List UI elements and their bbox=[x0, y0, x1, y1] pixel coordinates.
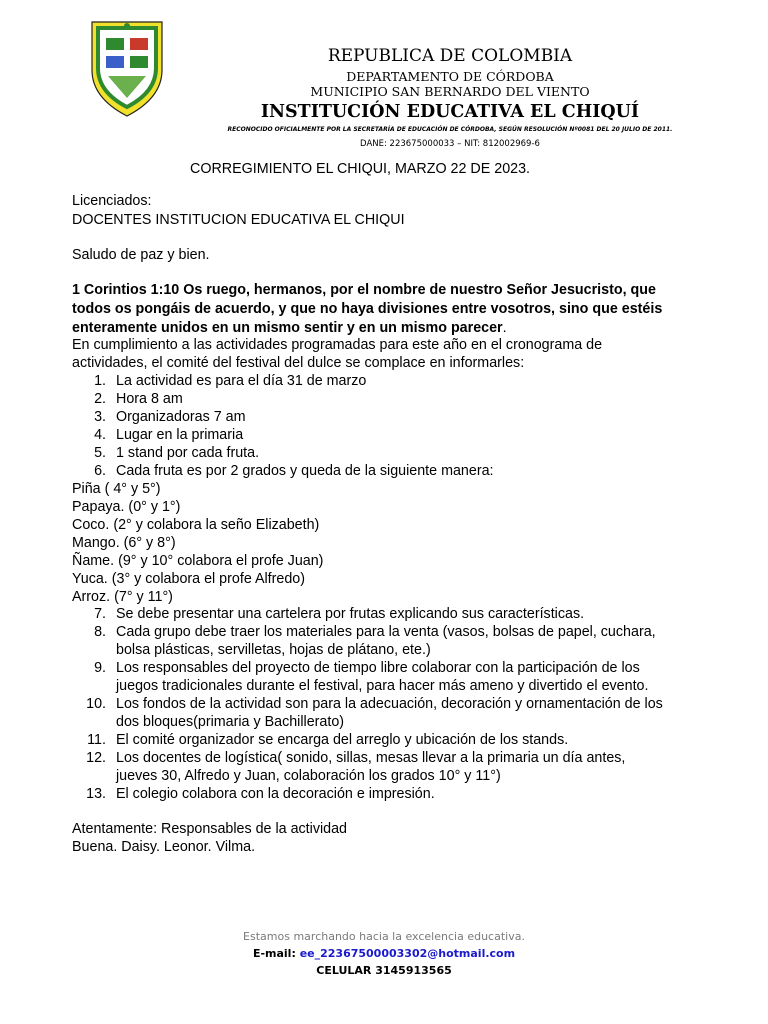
intro-line-2: actividades, el comité del festival del dulce se complace en informarles: bbox=[72, 355, 525, 371]
list-item: La actividad es para el día 31 de marzo bbox=[116, 373, 367, 389]
bible-quote-line-2: todos os pongáis de acuerdo, y que no haya divisiones entre vosotros, sino que estéis bbox=[72, 301, 663, 317]
footer-motto: Estamos marchando hacia la excelencia educativa. bbox=[243, 930, 525, 943]
list-item-continued: bolsa plásticas, servilletas, hojas de plátano, ete.) bbox=[116, 642, 431, 658]
list-item-continued: dos bloques(primaria y Bachillerato) bbox=[116, 714, 345, 730]
list-number: 9. bbox=[94, 660, 106, 676]
list-item: El comité organizador se encarga del arreglo y ubicación de los stands. bbox=[116, 732, 569, 748]
header-dane-nit: DANE: 223675000033 – NIT: 812002969-6 bbox=[360, 139, 540, 149]
list-item: Hora 8 am bbox=[116, 391, 183, 407]
header-country: REPUBLICA DE COLOMBIA bbox=[327, 46, 573, 66]
header-recognition: RECONOCIDO OFICIALMENTE POR LA SECRETARÍA DE EDUCACIÓN DE CÓRDOBA, SEGÚN RESOLUCIÓN Nº0081 DEL 20 JULIO DE 2011. bbox=[227, 126, 673, 133]
list-item: Organizadoras 7 am bbox=[116, 409, 246, 425]
list-number: 13. bbox=[86, 786, 106, 802]
list-number: 8. bbox=[94, 624, 106, 640]
list-item: Lugar en la primaria bbox=[116, 427, 244, 443]
bible-quote-line-1: 1 Corintios 1:10 Os ruego, hermanos, por el nombre de nuestro Señor Jesucristo, que bbox=[72, 282, 656, 298]
salutation-title: Licenciados: bbox=[72, 193, 152, 209]
list-number: 11. bbox=[87, 732, 106, 748]
header-institution: INSTITUCIÓN EDUCATIVA EL CHIQUÍ bbox=[260, 102, 640, 122]
footer-phone: CELULAR 3145913565 bbox=[316, 964, 452, 977]
fruit-assignment: Ñame. (9° y 10° colabora el profe Juan) bbox=[72, 553, 324, 569]
fruit-assignment: Papaya. (0° y 1°) bbox=[72, 499, 181, 515]
list-item: Cada grupo debe traer los materiales para la venta (vasos, bolsas de papel, cuchara, bbox=[116, 624, 656, 640]
list-item: El colegio colabora con la decoración e impresión. bbox=[116, 786, 435, 802]
fruit-assignment: Piña ( 4° y 5°) bbox=[72, 481, 161, 497]
bible-quote-line-3: enteramente unidos en un mismo sentir y en un mismo parecer. bbox=[72, 320, 507, 336]
footer-email: E-mail: ee_22367500003302@hotmail.com bbox=[252, 947, 516, 960]
list-item: 1 stand por cada fruta. bbox=[116, 445, 260, 461]
fruit-assignment: Coco. (2° y colabora la seño Elizabeth) bbox=[72, 517, 320, 533]
list-number: 10. bbox=[86, 696, 106, 712]
list-number: 5. bbox=[94, 445, 106, 461]
list-number: 12. bbox=[86, 750, 106, 766]
list-item-continued: jueves 30, Alfredo y Juan, colaboración los grados 10° y 11°) bbox=[116, 768, 501, 784]
list-number: 7. bbox=[94, 606, 106, 622]
list-item: Los responsables del proyecto de tiempo libre colaborar con la participación de los bbox=[116, 660, 640, 676]
list-item: Cada fruta es por 2 grados y queda de la siguiente manera: bbox=[116, 463, 494, 479]
header-department: DEPARTAMENTO DE CÓRDOBA bbox=[346, 69, 554, 84]
list-number: 6. bbox=[94, 463, 106, 479]
school-crest-icon bbox=[88, 18, 166, 118]
greeting: Saludo de paz y bien. bbox=[72, 247, 210, 263]
list-item: Los fondos de la actividad son para la adecuación, decoración y ornamentación de los bbox=[116, 696, 663, 712]
closing: Atentamente: Responsables de la actividad bbox=[72, 821, 347, 837]
recipient: DOCENTES INSTITUCION EDUCATIVA EL CHIQUI bbox=[72, 212, 405, 228]
email-link[interactable]: ee_22367500003302@hotmail.com bbox=[299, 947, 516, 960]
list-item: Los docentes de logística( sonido, sillas, mesas llevar a la primaria un día antes, bbox=[116, 750, 626, 766]
fruit-assignment: Arroz. (7° y 11°) bbox=[72, 589, 173, 605]
signatories: Buena. Daisy. Leonor. Vilma. bbox=[72, 839, 256, 855]
list-item-continued: juegos tradicionales durante el festival, para hacer más ameno y divertido el evento. bbox=[116, 678, 649, 694]
list-number: 2. bbox=[94, 391, 106, 407]
list-item: Se debe presentar una cartelera por frutas explicando sus características. bbox=[116, 606, 585, 622]
intro-line-1: En cumplimiento a las actividades programadas para este año en el cronograma de bbox=[72, 337, 603, 353]
list-number: 4. bbox=[94, 427, 106, 443]
fruit-assignment: Mango. (6° y 8°) bbox=[72, 535, 176, 551]
list-number: 1. bbox=[94, 373, 106, 389]
list-number: 3. bbox=[94, 409, 106, 425]
fruit-assignment: Yuca. (3° y colabora el profe Alfredo) bbox=[72, 571, 306, 587]
header-municipality: MUNICIPIO SAN BERNARDO DEL VIENTO bbox=[310, 84, 590, 99]
place-date: CORREGIMIENTO EL CHIQUI, MARZO 22 DE 2023. bbox=[190, 161, 531, 177]
